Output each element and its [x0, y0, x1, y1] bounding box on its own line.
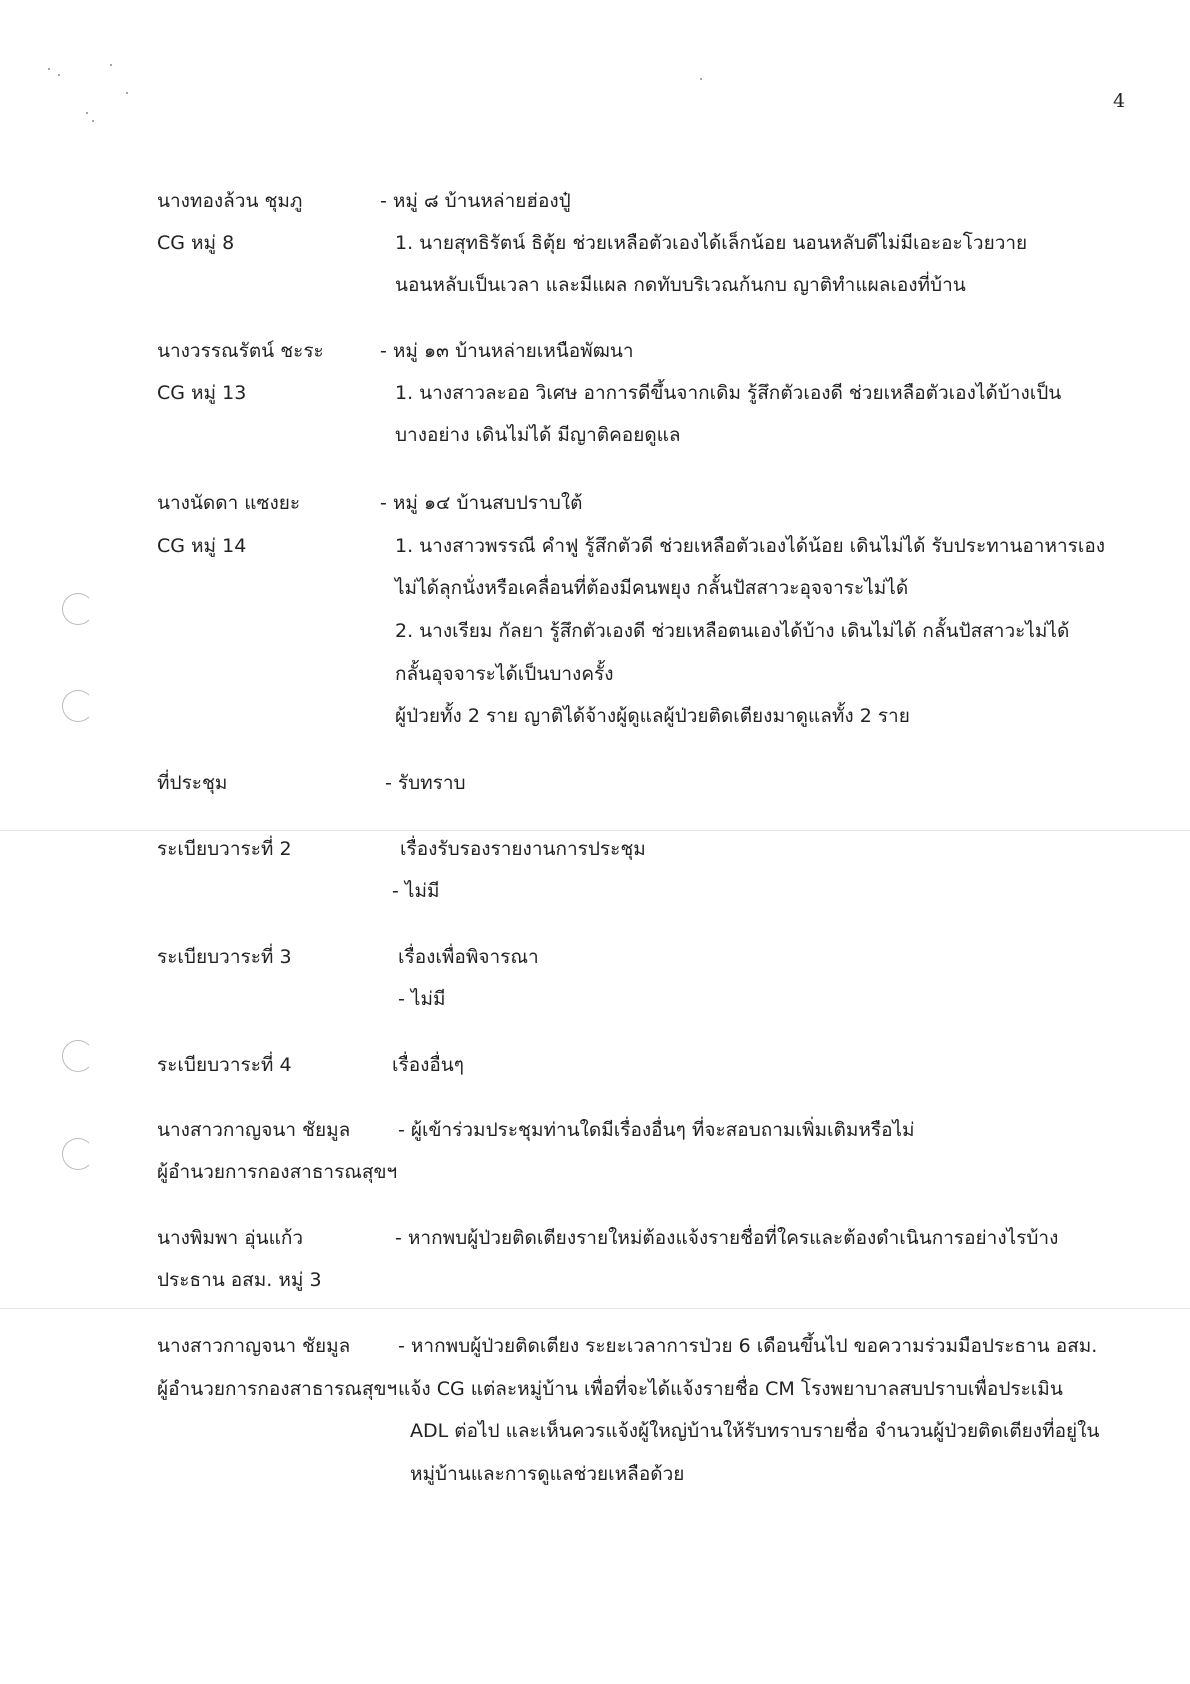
statement: ADL ต่อไป และเห็นควรแจ้งผู้ใหญ่บ้านให้รับทราบรายชื่อ จำนวนผู้ป่วยติดเตียงที่อยู่ใน — [410, 1420, 1100, 1442]
person-role: ผู้อำนวยการกองสาธารณสุขฯ — [157, 1378, 398, 1400]
patient-line: นอนหลับเป็นเวลา และมีแผล กดทับบริเวณก้นกบ ญาติทำแผลเองที่บ้าน — [395, 274, 966, 296]
patient-line: 1. นางสาวพรรณี คำฟู รู้สึกตัวดี ช่วยเหลือตัวเองได้น้อย เดินไม่ได้ รับประทานอาหารเอง — [395, 535, 1106, 557]
patient-line: ผู้ป่วยทั้ง 2 ราย ญาติได้จ้างผู้ดูแลผู้ป่วยติดเตียงมาดูแลทั้ง 2 ราย — [395, 705, 910, 727]
agenda-title: เรื่องเพื่อพิจารณา — [398, 946, 539, 968]
person-name: นางวรรณรัตน์ ชะระ — [157, 340, 324, 362]
person-role: CG หมู่ 8 — [157, 232, 235, 254]
statement: - หากพบผู้ป่วยติดเตียง ระยะเวลาการป่วย 6 เดือนขึ้นไป ขอความร่วมมือประธาน อสม. — [398, 1335, 1098, 1357]
scan-speck — [58, 74, 60, 76]
agenda-title: เรื่องรับรองรายงานการประชุม — [400, 838, 646, 860]
scan-speck — [86, 112, 88, 114]
scan-speck — [48, 68, 50, 70]
statement: หมู่บ้านและการดูแลช่วยเหลือด้วย — [410, 1463, 685, 1485]
punch-hole — [62, 593, 94, 625]
patient-line: กลั้นอุจจาระได้เป็นบางครั้ง — [395, 663, 614, 685]
scan-speck — [126, 92, 128, 94]
meeting-label: ที่ประชุม — [157, 772, 228, 794]
meeting-value: - รับทราบ — [385, 772, 466, 794]
person-role: ผู้อำนวยการกองสาธารณสุขฯ — [157, 1161, 398, 1183]
person-name: นางสาวกาญจนา ชัยมูล — [157, 1335, 351, 1357]
agenda-label: ระเบียบวาระที่ 3 — [157, 946, 292, 968]
person-role: CG หมู่ 13 — [157, 382, 247, 404]
person-name: นางพิมพา อุ่นแก้ว — [157, 1227, 304, 1249]
person-role: ประธาน อสม. หมู่ 3 — [157, 1269, 322, 1291]
punch-hole — [62, 1040, 94, 1072]
patient-line: ไม่ได้ลุกนั่งหรือเคลื่อนที่ต้องมีคนพยุง กลั้นปัสสาวะอุจจาระไม่ได้ — [395, 577, 909, 599]
agenda-title: เรื่องอื่นๆ — [392, 1054, 464, 1076]
agenda-label: ระเบียบวาระที่ 4 — [157, 1054, 292, 1076]
patient-line: 1. นายสุทธิรัตน์ ธิตุ้ย ช่วยเหลือตัวเองได้เล็กน้อย นอนหลับดีไม่มีเอะอะโวยวาย — [395, 232, 1028, 254]
agenda-value: - ไม่มี — [392, 880, 440, 902]
village-heading: - หมู่ ๑๓ บ้านหล่ายเหนือพัฒนา — [380, 340, 634, 362]
patient-line: 2. นางเรียม กัลยา รู้สึกตัวเองดี ช่วยเหลือตนเองได้บ้าง เดินไม่ได้ กลั้นปัสสาวะไม่ได้ — [395, 620, 1070, 642]
village-heading: - หมู่ ๘ บ้านหล่ายฮ่องปู๋ — [380, 190, 571, 212]
statement: - ผู้เข้าร่วมประชุมท่านใดมีเรื่องอื่นๆ ที่จะสอบถามเพิ่มเติมหรือไม่ — [398, 1119, 915, 1141]
page-number: 4 — [1113, 90, 1126, 112]
scan-speck — [92, 120, 94, 122]
person-name: นางทองล้วน ชุมภู — [157, 190, 303, 212]
scan-speck — [110, 64, 112, 66]
patient-line: บางอย่าง เดินไม่ได้ มีญาติคอยดูแล — [395, 424, 681, 446]
person-role: CG หมู่ 14 — [157, 535, 247, 557]
statement: - หากพบผู้ป่วยติดเตียงรายใหม่ต้องแจ้งรายชื่อที่ใครและต้องดำเนินการอย่างไรบ้าง — [395, 1227, 1059, 1249]
village-heading: - หมู่ ๑๔ บ้านสบปราบใต้ — [380, 492, 583, 514]
punch-hole — [62, 690, 94, 722]
agenda-label: ระเบียบวาระที่ 2 — [157, 838, 292, 860]
statement: แจ้ง CG แต่ละหมู่บ้าน เพื่อที่จะได้แจ้งรายชื่อ CM โรงพยาบาลสบปราบเพื่อประเมิน — [398, 1378, 1063, 1400]
person-name: นางนัดดา แซงยะ — [157, 492, 301, 514]
person-name: นางสาวกาญจนา ชัยมูล — [157, 1119, 351, 1141]
scan-line — [0, 1308, 1190, 1309]
agenda-value: - ไม่มี — [398, 988, 446, 1010]
scan-line — [0, 830, 1190, 831]
scan-speck — [700, 78, 702, 80]
patient-line: 1. นางสาวละออ วิเศษ อาการดีขึ้นจากเดิม รู้สึกตัวเองดี ช่วยเหลือตัวเองได้บ้างเป็น — [395, 382, 1062, 404]
punch-hole — [62, 1138, 94, 1170]
